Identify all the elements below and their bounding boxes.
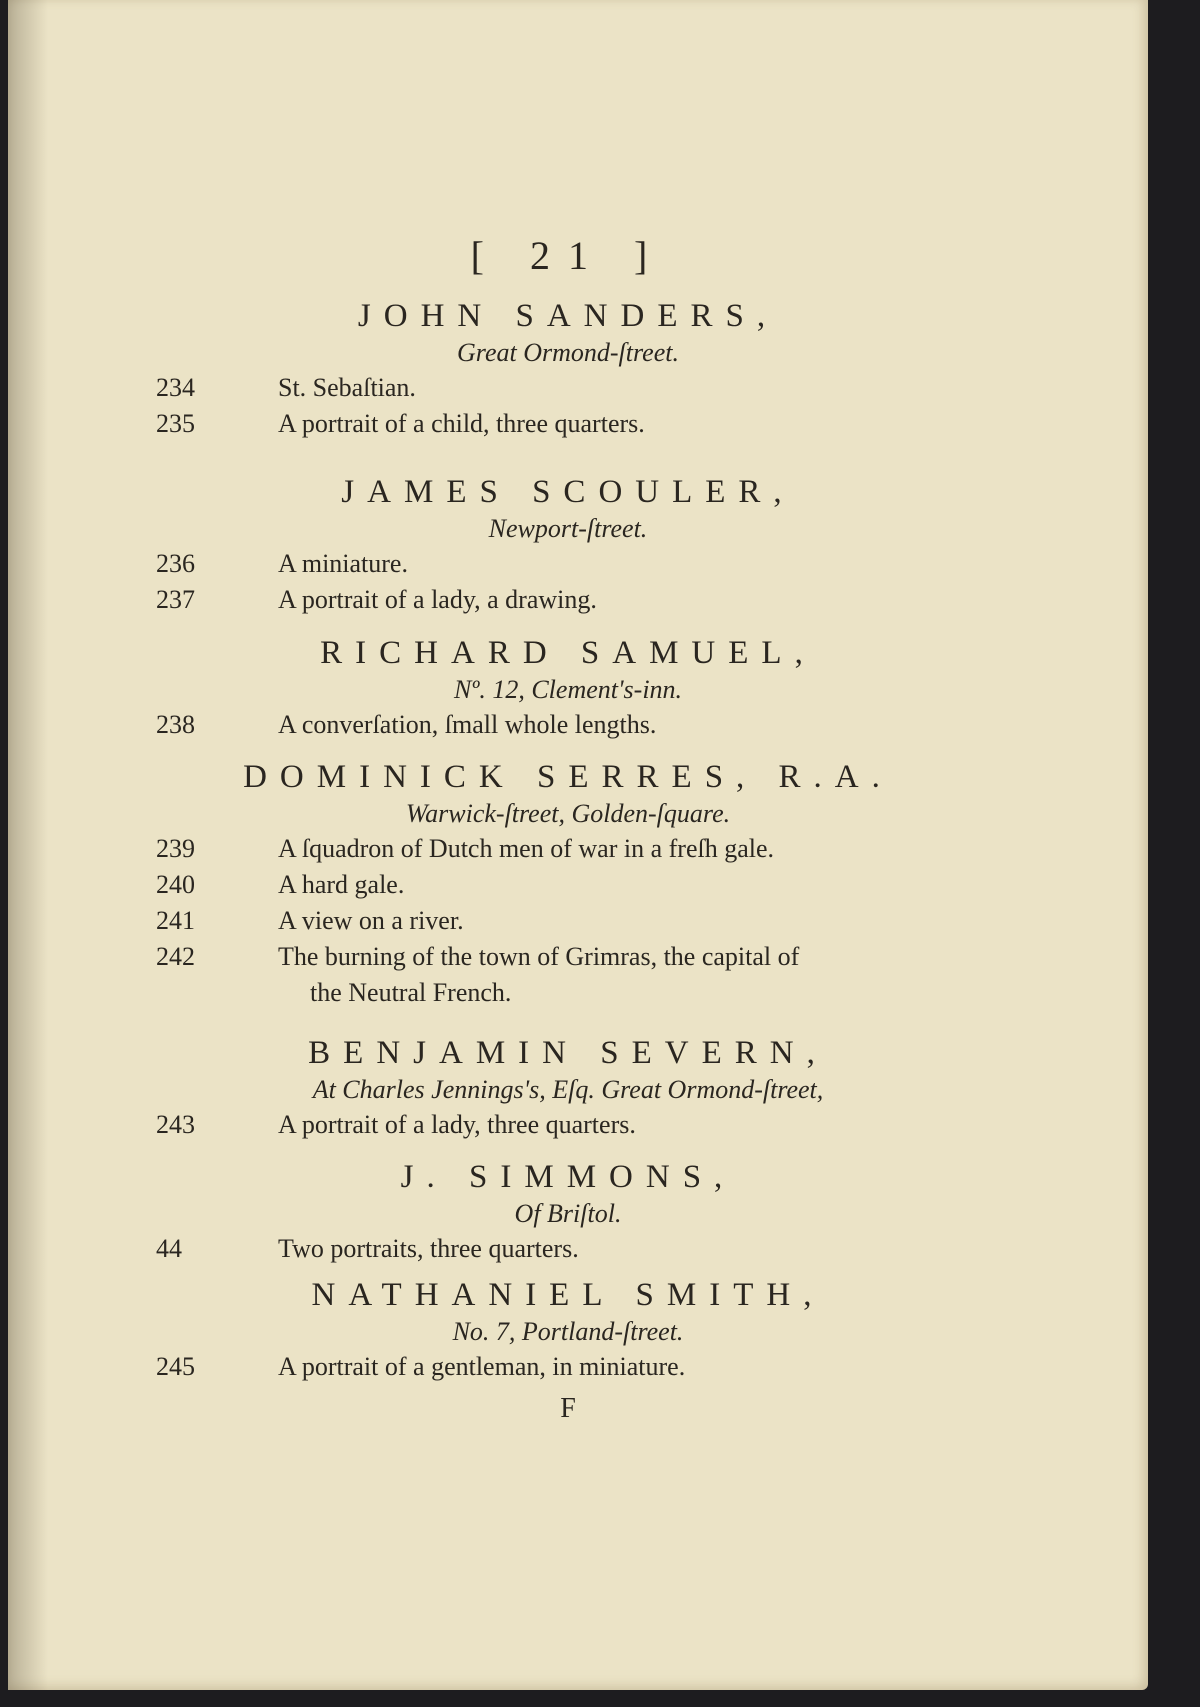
artist-section xyxy=(8,1157,1128,1267)
artist-name: RICHARD SAMUEL, xyxy=(320,635,816,671)
artist-name: BENJAMIN SEVERN, xyxy=(308,1035,828,1071)
catalogue-entry xyxy=(8,1349,1128,1385)
entry-title: A portrait of a lady, three quarters. xyxy=(278,1110,636,1139)
entry-number: 240 xyxy=(156,870,195,899)
entry-number: 245 xyxy=(156,1352,195,1381)
entry-title: A portrait of a child, three quarters. xyxy=(278,409,645,438)
artist-section xyxy=(8,1033,1128,1143)
artist-address: Of Briſtol. xyxy=(514,1199,622,1228)
artist-name: DOMINICK SERRES, R.A. xyxy=(243,759,893,795)
artist-section xyxy=(8,1275,1128,1385)
artist-section xyxy=(8,472,1128,618)
entry-title: A portrait of a lady, a drawing. xyxy=(278,585,597,614)
artist-address: Great Ormond-ſtreet. xyxy=(457,338,679,367)
entry-number: 234 xyxy=(156,373,195,402)
artist-name: JAMES SCOULER, xyxy=(341,474,795,510)
entry-number: 44 xyxy=(156,1234,182,1263)
entry-title: Two portraits, three quarters. xyxy=(278,1234,579,1263)
catalogue-entry xyxy=(8,903,1128,939)
entry-number: 238 xyxy=(156,710,195,739)
catalogue-entry xyxy=(8,707,1128,743)
entry-number: 239 xyxy=(156,834,195,863)
artist-name: NATHANIEL SMITH, xyxy=(311,1277,825,1313)
entry-number: 237 xyxy=(156,585,195,614)
artist-address: At Charles Jennings's, Eſq. Great Ormond-ſtreet, xyxy=(312,1075,824,1104)
catalogue-entry xyxy=(8,582,1128,618)
catalogue-entry xyxy=(8,1107,1128,1143)
artist-address: No. 7, Portland-ſtreet. xyxy=(452,1317,684,1346)
catalogue-entry xyxy=(8,546,1128,582)
catalogue-entry xyxy=(8,939,1128,1011)
catalogue-entry xyxy=(8,406,1128,442)
entry-title: A miniature. xyxy=(278,549,408,578)
entry-title: A view on a river. xyxy=(278,906,464,935)
page-number: [ 21 ] xyxy=(470,233,666,278)
entry-title-continuation: the Neutral French. xyxy=(310,978,512,1007)
book-page xyxy=(8,0,1148,1690)
entry-title: A portrait of a gentleman, in miniature. xyxy=(278,1352,686,1381)
artist-section xyxy=(8,296,1128,442)
artist-address: Warwick-ſtreet, Golden-ſquare. xyxy=(405,799,731,828)
artist-section xyxy=(8,757,1128,1011)
entry-title: The burning of the town of Grimras, the capital of xyxy=(278,942,800,971)
entry-number: 235 xyxy=(156,409,195,438)
artist-name: J. SIMMONS, xyxy=(400,1159,736,1195)
artist-section xyxy=(8,633,1128,743)
entry-title: A converſation, ſmall whole lengths. xyxy=(278,710,657,739)
entry-number: 243 xyxy=(156,1110,195,1139)
entry-number: 242 xyxy=(156,942,195,971)
catalogue-entry xyxy=(8,1231,1128,1267)
catalogue-entry xyxy=(8,370,1128,406)
artist-name: JOHN SANDERS, xyxy=(357,298,779,334)
entry-title: A ſquadron of Dutch men of war in a freſh gale. xyxy=(278,834,775,863)
entry-title: St. Sebaſtian. xyxy=(278,373,416,402)
entry-title: A hard gale. xyxy=(278,870,405,899)
artist-address: Nº. 12, Clement's-inn. xyxy=(453,675,683,704)
signature-mark: F xyxy=(560,1393,576,1424)
catalogue-entry xyxy=(8,867,1128,903)
catalogue-entry xyxy=(8,831,1128,867)
artist-address: Newport-ſtreet. xyxy=(488,514,648,543)
entry-number: 236 xyxy=(156,549,195,578)
entry-number: 241 xyxy=(156,906,195,935)
